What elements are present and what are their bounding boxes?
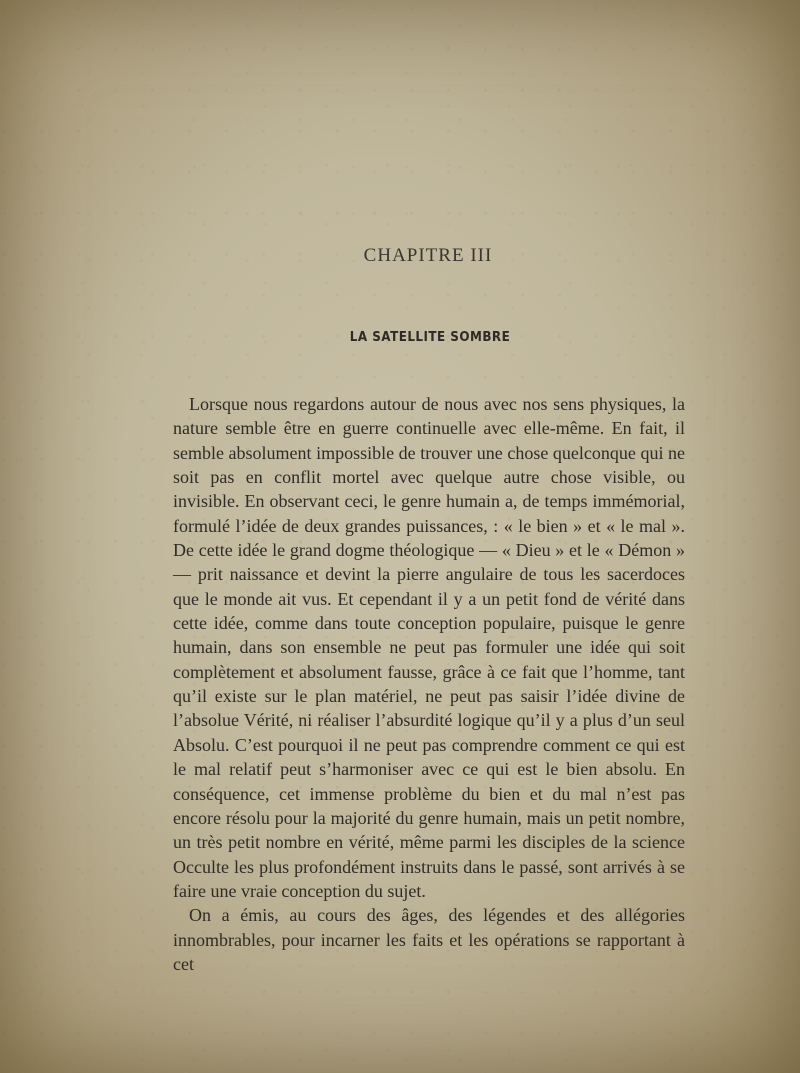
section-heading: LA SATELLITE SOMBRE bbox=[349, 330, 511, 345]
paragraph-1: Lorsque nous regardons autour de nous avec nos sens physiques, la nature semble être en guerre continuelle avec elle-même. En fait, il semble absolument impossible de trouver une chose quelconque qui ne soit pas en conflit mortel avec quelque autre chose visible, ou invisible. En observant ceci, le genre humain a, de temps immémorial, formulé l’idée de deux grandes puissances, : « le bien » et « le mal ». De cette idée le grand dogme théologique — « Dieu » et le « Démon » — prit naissance et devint la pierre angulaire de tous les sacerdoces que le monde ait vus. Et cependant il y a un petit fond de vérité dans cette idée, comme dans toute conception populaire, puisque le genre humain, dans son ensemble ne peut pas formuler une idée qui soit complètement et absolument fausse, grâce à ce fait que l’homme, tant qu’il existe sur le plan matériel, ne peut pas saisir l’idée divine de l’absolue Vérité, ni réaliser l’absurdité logique qu’il y a plus d’un seul Absolu. C’est pourquoi il ne peut pas comprendre comment ce qui est le mal relatif peut s’harmoniser avec ce qui est le bien absolu. En conséquence, cet immense problème du bien et du mal n’est pas encore résolu pour la majorité du genre humain, mais un petit nombre, un très petit nombre en vérité, même parmi les disciples de la science Occulte les plus profondément instruits dans le passé, sont arrivés à se faire une vraie conception du sujet. bbox=[173, 394, 685, 901]
chapter-heading: CHAPITRE III bbox=[363, 245, 493, 266]
body-text bbox=[173, 392, 685, 976]
paragraph-2: On a émis, au cours des âges, des légendes et des allégories innombrables, pour incarner les faits et les opérations se rapportant à cet bbox=[173, 905, 685, 974]
